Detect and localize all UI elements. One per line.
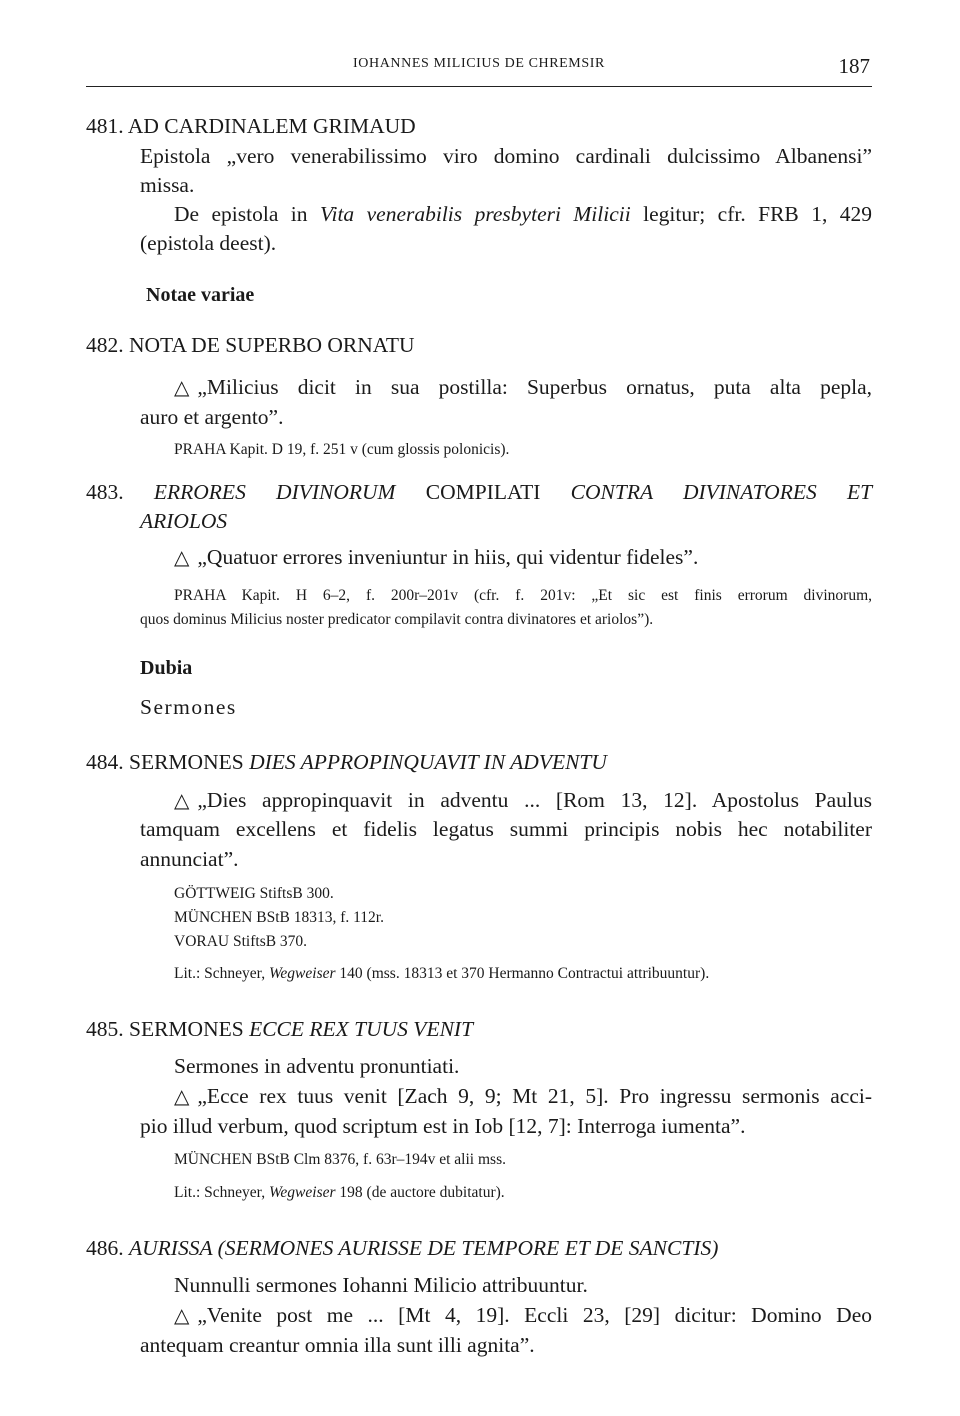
entry-485-incipit-2: pio illud verbum, quod scriptum est in Iob [12, 7]: Interroga iumenta”. (140, 1114, 746, 1138)
entry-484-manuscript-3: VORAU StiftsB 370. (174, 933, 308, 950)
entry-482-manuscript: PRAHA Kapit. D 19, f. 251 v (cum glossis polonicis). (174, 441, 510, 458)
entry-481-text-2: missa. (140, 173, 195, 197)
entry-486-incipit-1: △ „Venite post me ... [Mt 4, 19]. Eccli 23, [29] dicitur: Domino Deo (174, 1303, 872, 1327)
section-notae-variae: Notae variae (146, 284, 255, 306)
incipit-triangle-icon: △ (174, 377, 190, 399)
incipit-triangle-icon: △ (174, 790, 190, 812)
entry-484-incipit-2: tamquam excellens et fidelis legatus summi principis nobis hec notabiliter (140, 817, 872, 841)
entry-485-text: Sermones in adventu pronuntiati. (174, 1054, 460, 1078)
entry-484-literature: Lit.: Schneyer, Wegweiser 140 (mss. 18313 et 370 Hermanno Contractui attribuuntur). (174, 965, 710, 982)
work-title: Vita venerabilis presbyteri Milicii (319, 202, 631, 226)
incipit-triangle-icon: △ (174, 1086, 190, 1108)
subsection-sermones: Sermones (140, 695, 237, 719)
entry-483-heading: 483. ERRORES DIVINORUM COMPILATI CONTRA DIVINATORES ET (86, 480, 873, 504)
entry-486-heading: 486. AURISSA (SERMONES AURISSE DE TEMPORE ET DE SANCTIS) (86, 1236, 719, 1260)
entry-485-heading: 485. SERMONES ECCE REX TUUS VENIT (86, 1017, 474, 1041)
entry-482-incipit-2: auro et argento”. (140, 405, 284, 429)
page-number: 187 (838, 54, 870, 78)
entry-number: 481. (86, 114, 124, 138)
entry-481-heading (86, 116, 416, 138)
entry-484-incipit-3: annunciat”. (140, 847, 239, 871)
entry-483-incipit: △ „Quatuor errores inveniuntur in hiis, qui videntur fideles”. (174, 545, 699, 569)
entry-485-incipit-1: △ „Ecce rex tuus venit [Zach 9, 9; Mt 21, 5]. Pro ingressu sermonis acci- (174, 1084, 872, 1108)
entry-482-heading: 482. NOTA DE SUPERBO ORNATU (86, 333, 415, 357)
running-header (86, 52, 872, 87)
entry-481-text-1: Epistola „vero venerabilissimo viro domino cardinali dulcissimo Albanensi” (140, 144, 872, 168)
entry-485-literature: Lit.: Schneyer, Wegweiser 198 (de auctore dubitatur). (174, 1184, 505, 1201)
entry-485-manuscript: MÜNCHEN BStB Clm 8376, f. 63r–194v et alii mss. (174, 1151, 506, 1168)
entry-title: AD CARDINALEM GRIMAUD (127, 114, 416, 138)
entry-481-text-3: De epistola in Vita venerabilis presbyteri Milicii legitur; cfr. FRB 1, 429 (174, 202, 872, 226)
entry-484-heading: 484. SERMONES DIES APPROPINQUAVIT IN ADVENTU (86, 750, 607, 774)
entry-482-incipit-1: △ „Milicius dicit in sua postilla: Superbus ornatus, puta alta pepla, (174, 375, 872, 399)
entry-481-text-4: (epistola deest). (140, 231, 277, 255)
entry-484-incipit-1: △ „Dies appropinquavit in adventu ... [Rom 13, 12]. Apostolus Paulus (174, 788, 872, 812)
entry-483-heading-2: ARIOLOS (140, 509, 228, 533)
section-dubia: Dubia (140, 657, 193, 679)
entry-486-text: Nunnulli sermones Iohanni Milicio attribuuntur. (174, 1273, 588, 1297)
entry-484-manuscript-1: GÖTTWEIG StiftsB 300. (174, 885, 334, 902)
entry-486-incipit-2: antequam creantur omnia illa sunt illi agnita”. (140, 1333, 535, 1357)
entry-483-manuscript-2: quos dominus Milicius noster predicator compilavit contra divinatores et ariolos”). (140, 611, 654, 628)
entry-484-manuscript-2: MÜNCHEN BStB 18313, f. 112r. (174, 909, 384, 926)
running-title: IOHANNES MILICIUS DE CHREMSIR (353, 56, 605, 71)
incipit-triangle-icon: △ (174, 547, 190, 569)
entry-483-manuscript-1: PRAHA Kapit. H 6–2, f. 200r–201v (cfr. f. 201v: „Et sic est finis errorum divinorum, (174, 587, 872, 604)
incipit-triangle-icon: △ (174, 1305, 190, 1327)
